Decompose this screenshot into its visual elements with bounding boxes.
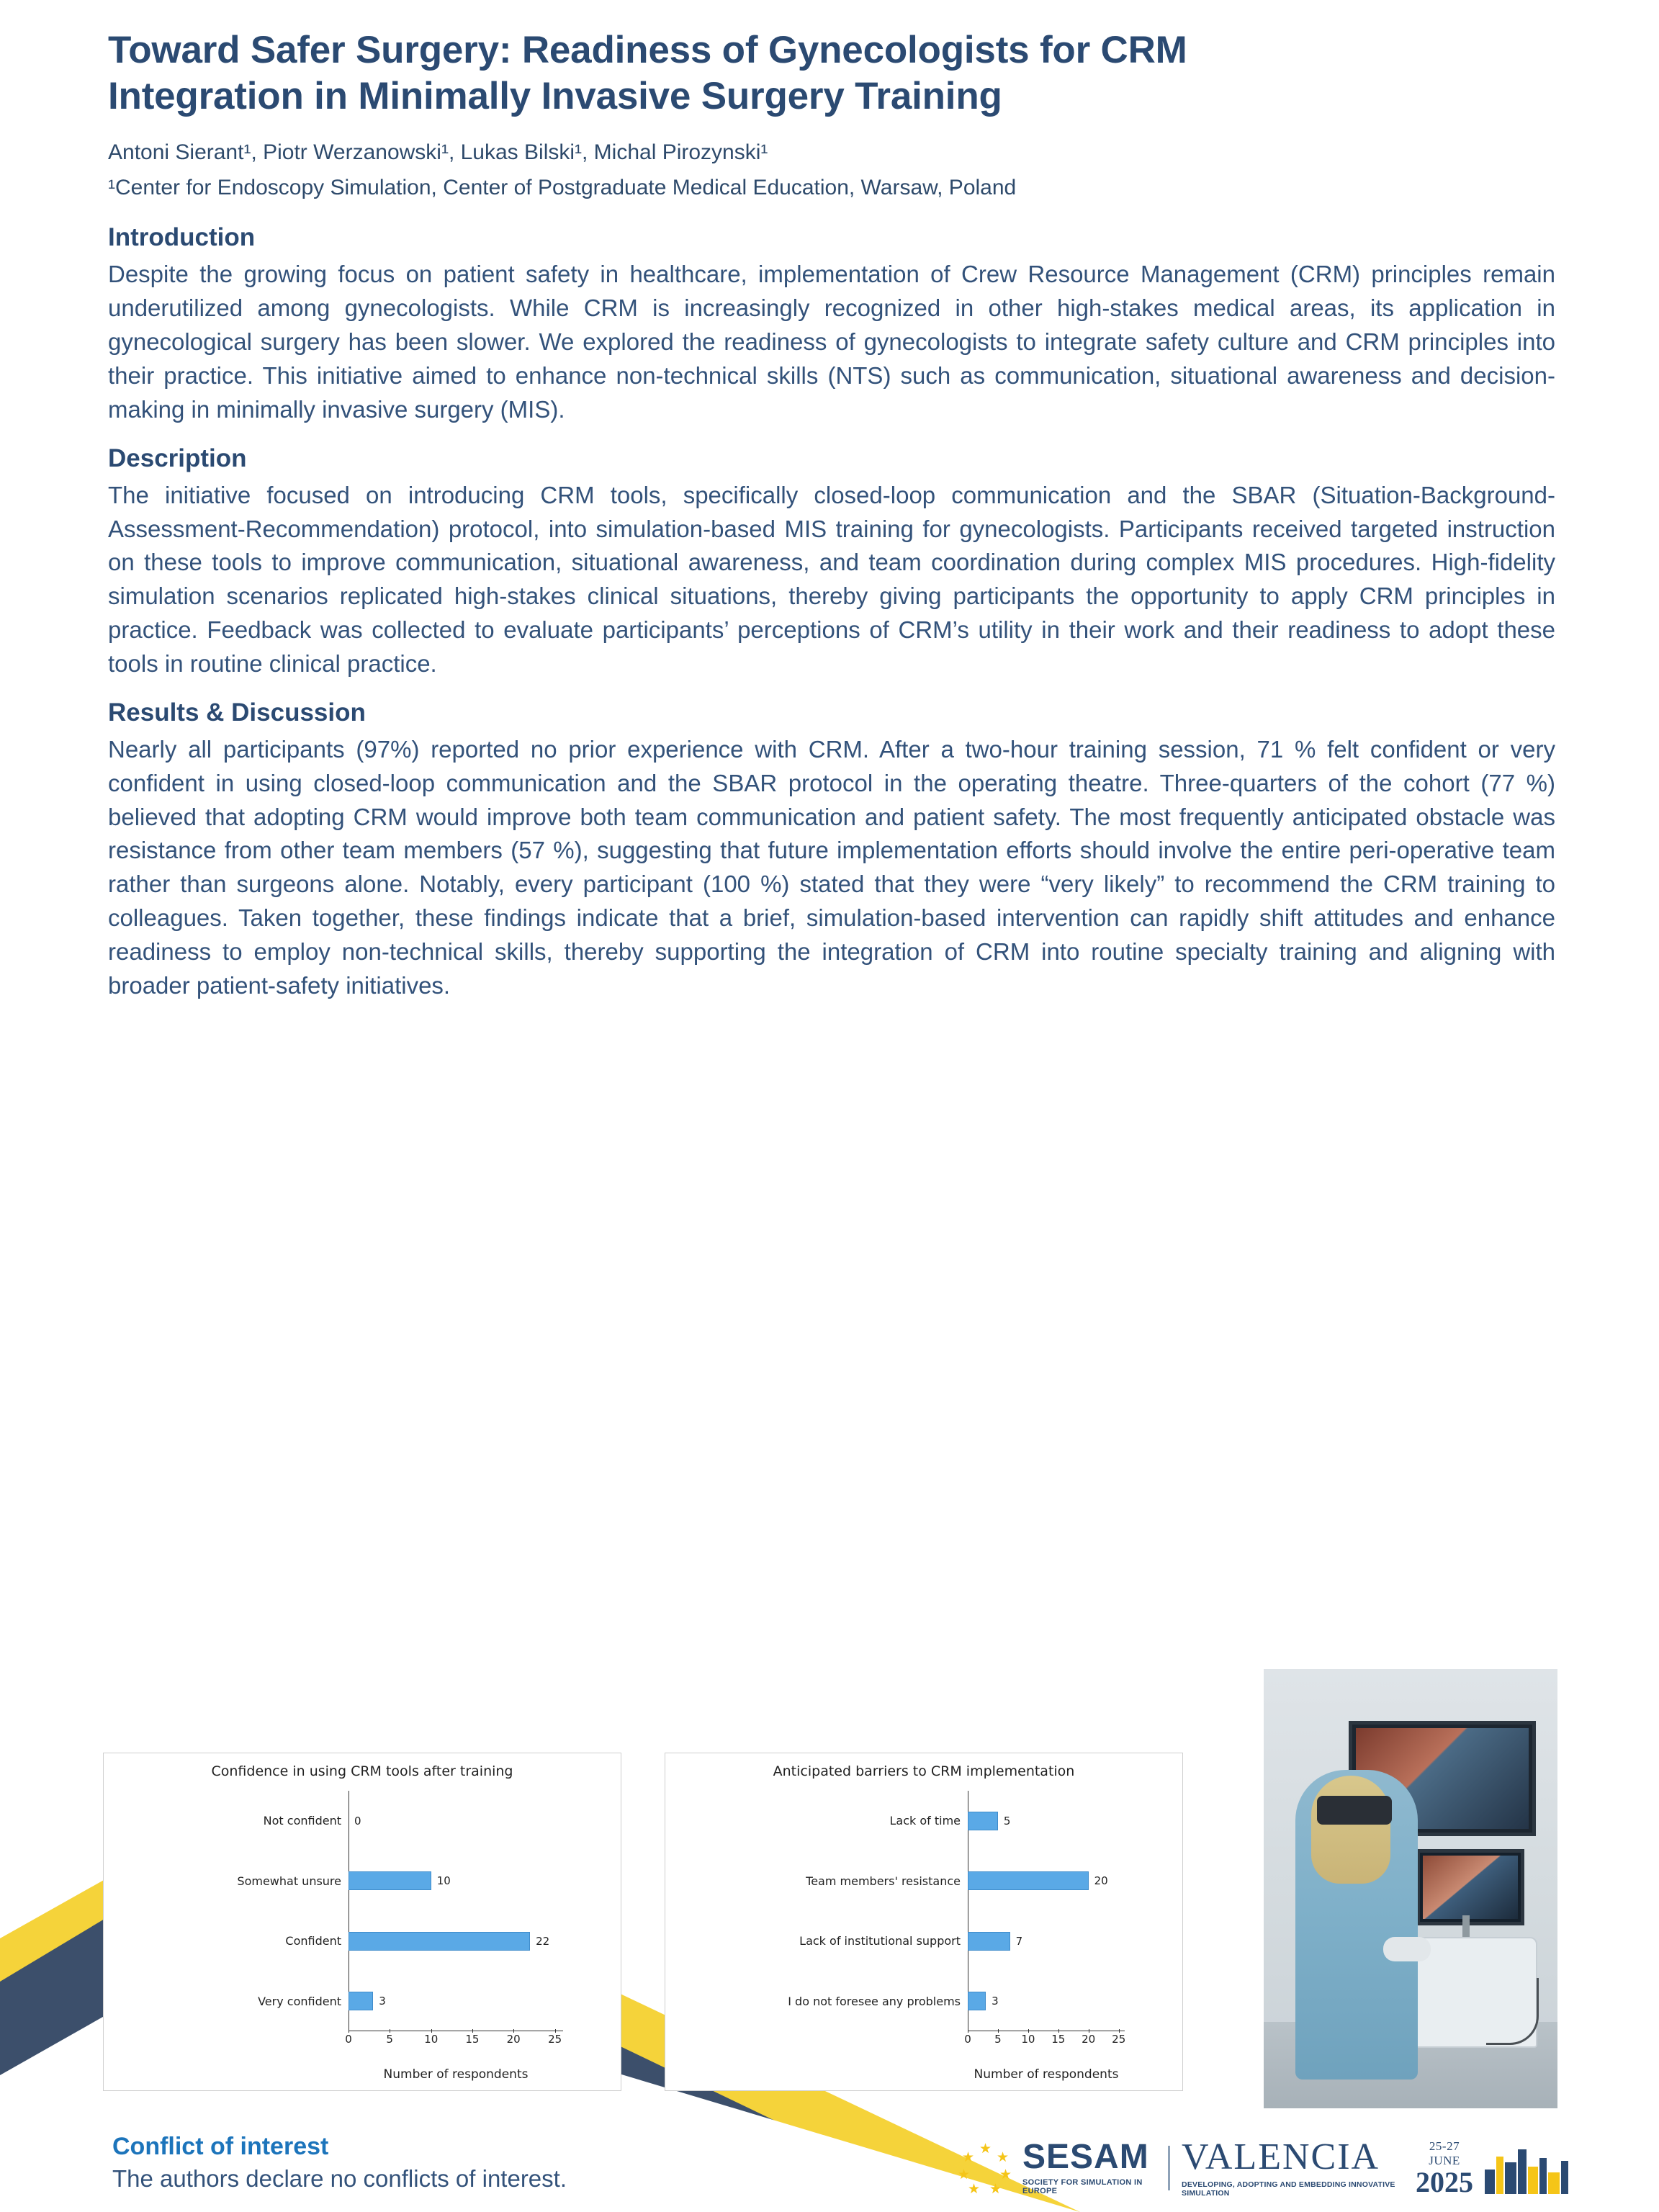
- x-tick: 0: [345, 2033, 352, 2046]
- simulation-photo: [1264, 1669, 1557, 2108]
- bar: [349, 1871, 431, 1890]
- title-line-2: Integration in Minimally Invasive Surgery Training: [108, 74, 1002, 117]
- bar-row: [237, 1851, 563, 1912]
- bar-label: Team members' resistance: [806, 1874, 961, 1888]
- x-tick: 25: [548, 2033, 562, 2046]
- sesam-logo: [1022, 2140, 1156, 2195]
- conflict-of-interest: [112, 2133, 567, 2193]
- bar-row: [806, 1851, 1125, 1912]
- x-tick: 20: [506, 2033, 521, 2046]
- event-year: 2025: [1416, 2165, 1473, 2198]
- bar-row: [258, 1972, 563, 2032]
- authors-line: Antoni Sierant¹, Piotr Werzanowski¹, Lukas Bilski¹, Michal Pirozynski¹: [108, 140, 768, 165]
- bar-label: Lack of institutional support: [799, 1934, 961, 1948]
- chart-plot-confidence: [104, 1786, 621, 2050]
- x-axis-ticks: [964, 2033, 1126, 2049]
- valencia-logo: [1182, 2136, 1407, 2198]
- bar-label: I do not foresee any problems: [788, 1994, 961, 2008]
- bar-value: 22: [536, 1934, 550, 1948]
- x-tick: 25: [1112, 2033, 1126, 2046]
- bar-value: 5: [1003, 1814, 1011, 1827]
- page-title: [108, 27, 1555, 119]
- chart-confidence: [103, 1753, 621, 2091]
- chart-barriers: [665, 1753, 1183, 2091]
- section-text-introduction: Despite the growing focus on patient safety in healthcare, implementation of Crew Resource Management (CRM) principles remain underutilized among gynecologists. While CRM is increasingly recognized in other high-stakes medical areas, its application in gynecological surgery has been slower. We explored the readiness of gynecologists to integrate safety culture and CRM principles into their practice. This initiative aimed to enhance non-technical skills (NTS) such as communication, situational awareness and decision-making in minimally invasive surgery (MIS).: [108, 261, 1555, 423]
- stars-icon: ★ ★ ★ ★ ★ ★ ★: [958, 2141, 1012, 2197]
- footer-logos: [958, 2134, 1570, 2202]
- conflict-text: The authors declare no conflicts of interest.: [112, 2165, 567, 2192]
- event-date-range: 25-27 JUNE: [1429, 2139, 1460, 2167]
- bar-row: [285, 1911, 563, 1972]
- skyline-icon: [1483, 2142, 1570, 2194]
- bar-value: 10: [436, 1874, 451, 1888]
- section-heading-introduction: Introduction: [108, 223, 256, 252]
- monitor-small-icon: [1416, 1849, 1524, 1925]
- bar: [968, 1871, 1089, 1890]
- bar: [968, 1992, 986, 2010]
- chart-xlabel-barriers: Number of respondents: [974, 2067, 1119, 2082]
- bar-value: 3: [992, 1995, 999, 2008]
- conflict-heading: Conflict of interest: [112, 2133, 329, 2160]
- bar-value: 20: [1094, 1874, 1108, 1888]
- x-tick: 10: [424, 2033, 439, 2046]
- sesam-name: SESAM: [1022, 2138, 1149, 2176]
- x-tick: 5: [386, 2033, 393, 2046]
- bar: [349, 1992, 373, 2010]
- x-tick: 5: [994, 2033, 1002, 2046]
- bar: [968, 1812, 998, 1830]
- x-tick: 10: [1021, 2033, 1035, 2046]
- section-text-results: Nearly all participants (97%) reported no prior experience with CRM. After a two-hour training session, 71 % felt confident or very confident in using closed-loop communication and the SBAR protocol in the operating theatre. Three-quarters of the cohort (77 %) believed that adopting CRM would improve both team communication and patient safety. The most frequently anticipated obstacle was resistance from other team members (57 %), suggesting that future implementation efforts should involve the entire peri-operative team rather than surgeons alone. Notably, every participant (100 %) stated that they were “very likely” to recommend the CRM training to colleagues. Taken together, these findings indicate that a brief, simulation-based intervention can rapidly shift attitudes and enhance readiness to employ non-technical skills, thereby supporting the integration of CRM into routine specialty training and aligning with broader patient-safety initiatives.: [108, 735, 1555, 999]
- chart-xlabel-confidence: Number of respondents: [383, 2067, 529, 2082]
- vr-headset-icon: [1317, 1796, 1392, 1825]
- x-tick: 15: [1051, 2033, 1066, 2046]
- bar-label: Not confident: [263, 1814, 341, 1828]
- bar: [968, 1932, 1010, 1951]
- section-heading-description: Description: [108, 444, 247, 472]
- affiliation-line: ¹Center for Endoscopy Simulation, Center of Postgraduate Medical Education, Warsaw, Poland: [108, 175, 1017, 199]
- sesam-tagline: SOCIETY FOR SIMULATION IN EUROPE: [1022, 2178, 1143, 2195]
- chart-title-confidence: Confidence in using CRM tools after training: [211, 1763, 513, 1779]
- logo-divider: [1168, 2146, 1170, 2190]
- x-tick: 20: [1082, 2033, 1096, 2046]
- chart-plot-barriers: [665, 1786, 1182, 2050]
- x-tick: 15: [465, 2033, 480, 2046]
- section-heading-results: Results & Discussion: [108, 698, 366, 727]
- bar-label: Somewhat unsure: [237, 1874, 341, 1888]
- bar-row: [788, 1972, 1125, 2032]
- event-dates: [1416, 2139, 1473, 2197]
- chart-plot-area-barriers: [788, 1791, 1126, 2046]
- bar-row: [889, 1791, 1125, 1851]
- valencia-name: VALENCIA: [1182, 2136, 1380, 2177]
- bar-value: 3: [379, 1995, 386, 2008]
- x-tick: 0: [964, 2033, 971, 2046]
- bar-value: 7: [1015, 1934, 1023, 1948]
- x-axis-ticks: [345, 2033, 563, 2049]
- section-text-description: The initiative focused on introducing CRM tools, specifically closed-loop communication and the SBAR (Situation-Background-Assessment-Recommendation) protocol, into simulation-based MIS training for gynecologists. Participants received targeted instruction on these tools to improve communication, situational awareness, and team coordination during complex MIS procedures. High-fidelity simulation scenarios replicated high-stakes clinical situations, thereby giving participants the opportunity to apply CRM principles in practice. Feedback was collected to evaluate participants’ perceptions of CRM’s utility in their work and their readiness to adopt these tools in routine clinical practice.: [108, 481, 1555, 677]
- title-line-1: Toward Safer Surgery: Readiness of Gynecologists for CRM: [108, 29, 1187, 71]
- bar-value: 0: [354, 1814, 361, 1827]
- chart-title-barriers: Anticipated barriers to CRM implementation: [773, 1763, 1075, 1779]
- bar-label: Lack of time: [889, 1814, 961, 1828]
- bar: [349, 1932, 530, 1951]
- bar-label: Confident: [285, 1934, 341, 1948]
- valencia-tagline: DEVELOPING, ADOPTING AND EMBEDDING INNOVATIVE SIMULATION: [1182, 2180, 1395, 2198]
- bar-row: [799, 1911, 1125, 1972]
- bar-row: [263, 1791, 563, 1851]
- bar-label: Very confident: [258, 1994, 341, 2008]
- chart-plot-area-confidence: [237, 1791, 563, 2046]
- poster-content: [108, 27, 1555, 1007]
